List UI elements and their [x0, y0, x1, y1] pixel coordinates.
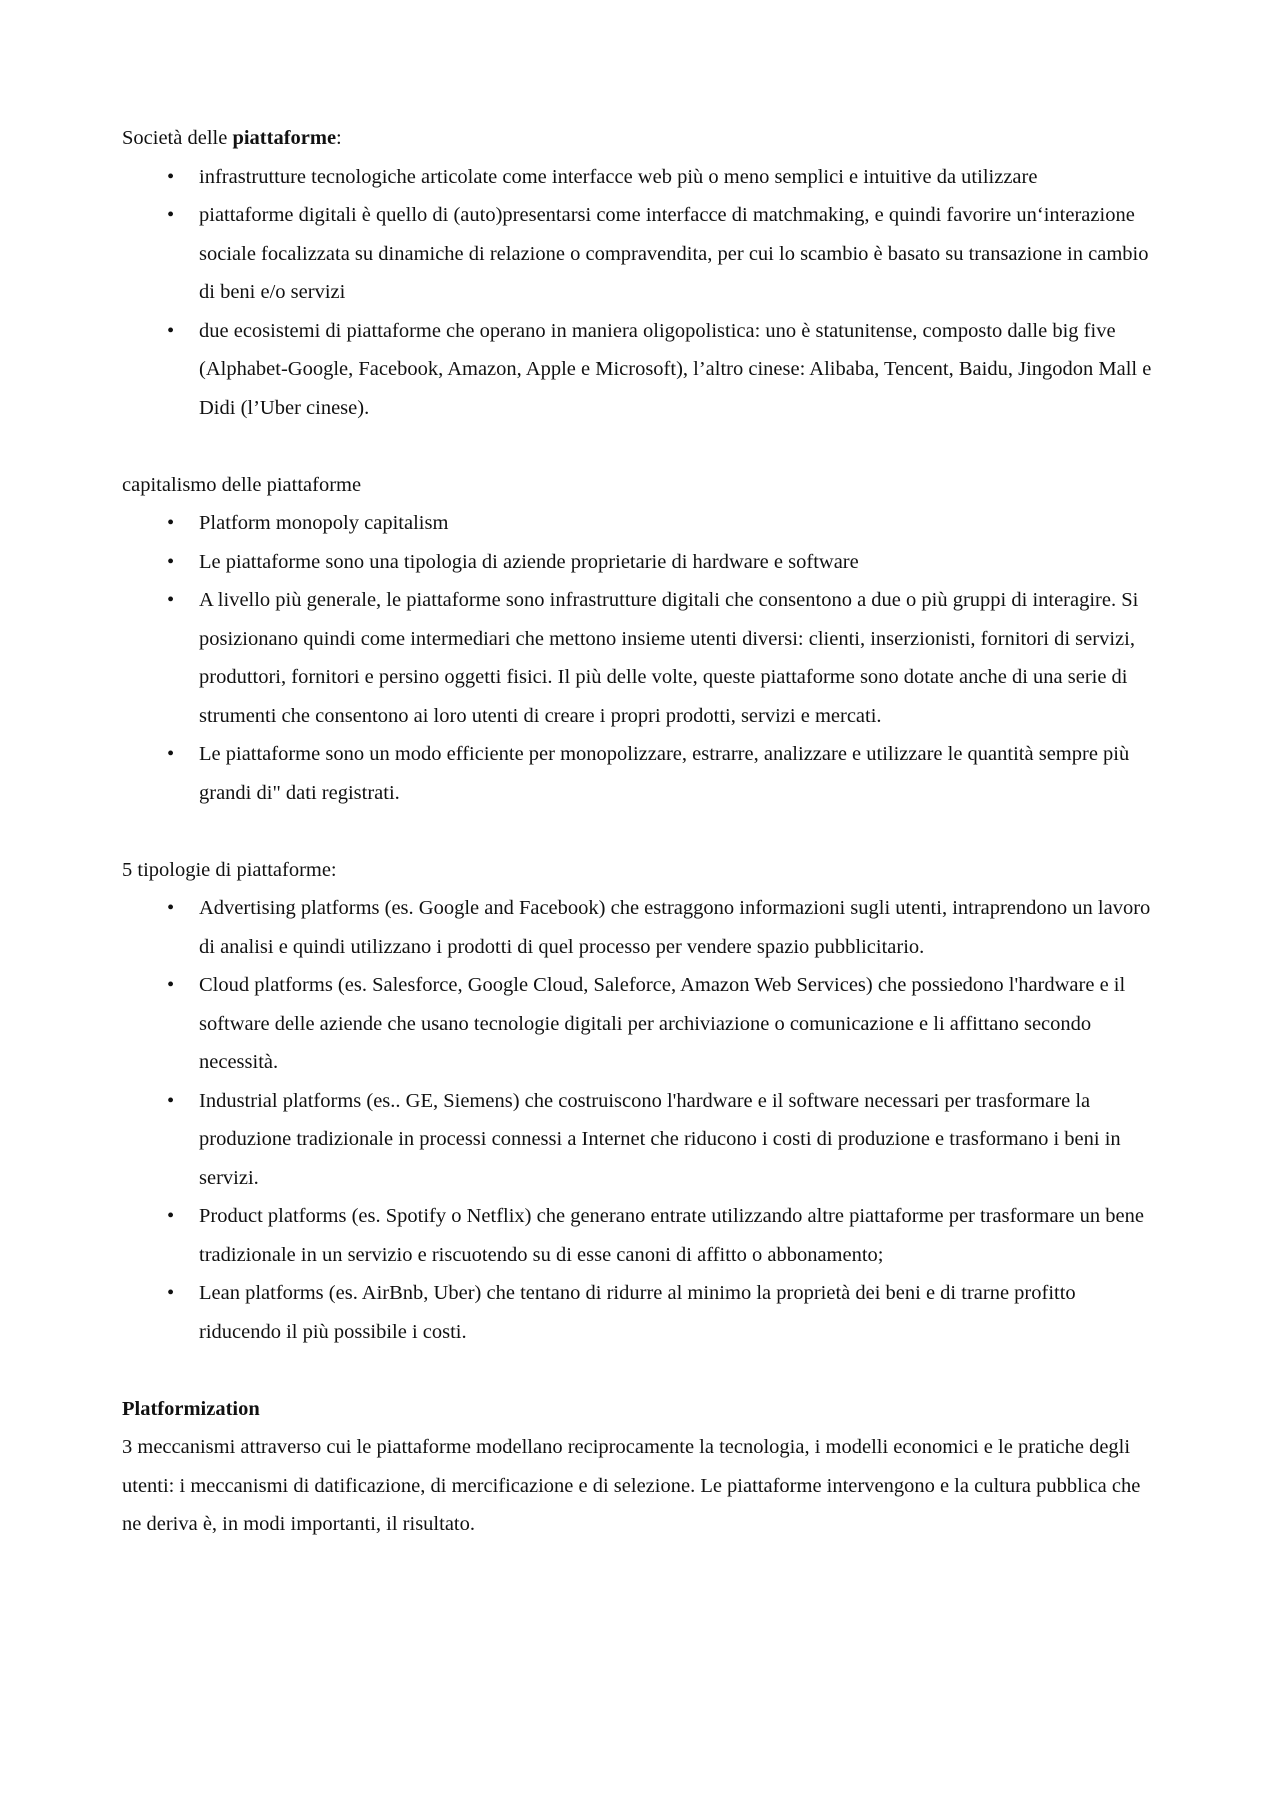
section-heading: Platformization	[122, 1397, 260, 1420]
list-item-text: Le piattaforme sono un modo efficiente per monopolizzare, estrarre, analizzare e utilizzare le quantità sempre più grandi di" dati registrati.	[199, 743, 1130, 804]
list-item	[122, 889, 1162, 966]
list-item-text: due ecosistemi di piattaforme che operano in maniera oligopolistica: uno è statunitense, composto dalle big five (Alphabet-Google, Facebook, Amazon, Apple e Microsoft), l’altro cinese: Alibaba, Tencent, Baidu, Jingodon Mall e Didi (l’Uber cinese).	[199, 319, 1152, 419]
list-item-text: A livello più generale, le piattaforme sono infrastrutture digitali che consentono a due o più gruppi di interagire. Si posizionano quindi come intermediari che mettono insieme utenti diversi: clienti, inserzionisti, fornitori di servizi, produttori, fornitori e persino oggetti fisici. Il più delle volte, queste piattaforme sono dotate anche di una serie di strumenti che consentono ai loro utenti di creare i propri prodotti, servizi e mercati.	[199, 589, 1139, 727]
list-item	[122, 1274, 1162, 1351]
list-item	[122, 158, 1162, 197]
bullet-icon: •	[167, 589, 175, 611]
bullet-icon: •	[167, 165, 175, 188]
bullet-icon: •	[167, 974, 175, 996]
section-heading: 5 tipologie di piattaforme:	[122, 858, 337, 881]
list-item	[122, 1197, 1162, 1274]
heading-suffix: :	[336, 127, 342, 149]
list-item-text: Platform monopoly capitalism	[199, 512, 449, 534]
list-item	[122, 735, 1162, 812]
document-page	[122, 119, 1162, 1544]
list-item	[122, 312, 1162, 428]
paragraph: 3 meccanismi attraverso cui le piattaforme modellano reciprocamente la tecnologia, i modelli economici e le pratiche degli utenti: i meccanismi di datificazione, di mercificazione e di selezione. Le piattaforme intervengono e la cultura pubblica che ne deriva è, in modi importanti, il risultato.	[122, 1436, 1141, 1535]
bullet-list	[122, 889, 1162, 1351]
list-item	[122, 581, 1162, 735]
bullet-icon: •	[167, 550, 175, 573]
bullet-list	[122, 504, 1162, 812]
list-item-text: piattaforme digitali è quello di (auto)presentarsi come interfacce di matchmaking, e quindi favorire un‘interazione sociale focalizzata su dinamiche di relazione o compravendita, per cui lo scambio è basato su transazione in cambio di beni e/o servizi	[199, 204, 1149, 303]
bullet-icon: •	[167, 743, 175, 765]
list-item	[122, 196, 1162, 312]
list-item-text: Cloud platforms (es. Salesforce, Google Cloud, Saleforce, Amazon Web Services) che possiedono l'hardware e il software delle aziende che usano tecnologie digitali per archiviazione o comunicazione e li affittano secondo necessità.	[199, 974, 1126, 1073]
list-item-text: infrastrutture tecnologiche articolate come interfacce web più o meno semplici e intuitive da utilizzare	[199, 165, 1038, 188]
list-item-text: Product platforms (es. Spotify o Netflix) che generano entrate utilizzando altre piattaforme per trasformare un bene tradizionale in un servizio e riscuotendo su di esse canoni di affitto o abbonamento;	[199, 1205, 1144, 1266]
list-item	[122, 1082, 1162, 1198]
bullet-icon: •	[167, 204, 175, 226]
heading-prefix: Società delle	[122, 127, 233, 149]
section-tipologie-piattaforme	[122, 851, 1162, 1352]
section-capitalismo-piattaforme	[122, 466, 1162, 813]
bullet-icon: •	[167, 1282, 175, 1304]
bullet-list	[122, 158, 1162, 428]
bullet-icon: •	[167, 1205, 175, 1227]
list-item	[122, 966, 1162, 1082]
heading-bold: piattaforme	[232, 127, 337, 149]
bullet-icon: •	[167, 1089, 175, 1112]
list-item-text: Industrial platforms (es.. GE, Siemens) che costruiscono l'hardware e il software necessari per trasformare la produzione tradizionale in processi connessi a Internet che riducono i costi di produzione e trasformano i beni in servizi.	[199, 1089, 1121, 1189]
list-item-text: Lean platforms (es. AirBnb, Uber) che tentano di ridurre al minimo la proprietà dei beni e di trarne profitto riducendo il più possibile i costi.	[199, 1282, 1076, 1343]
list-item	[122, 504, 1162, 543]
bullet-icon: •	[167, 897, 175, 919]
list-item-text: Advertising platforms (es. Google and Facebook) che estraggono informazioni sugli utenti, intraprendono un lavoro di analisi e quindi utilizzano i prodotti di quel processo per vendere spazio pubblicitario.	[199, 897, 1151, 958]
section-heading	[122, 119, 1162, 158]
section-platformization	[122, 1390, 1162, 1544]
bullet-icon: •	[167, 512, 175, 534]
section-societa-piattaforme	[122, 119, 1162, 427]
list-item	[122, 543, 1162, 582]
bullet-icon: •	[167, 319, 175, 342]
section-heading: capitalismo delle piattaforme	[122, 473, 362, 496]
list-item-text: Le piattaforme sono una tipologia di aziende proprietarie di hardware e software	[199, 550, 859, 573]
